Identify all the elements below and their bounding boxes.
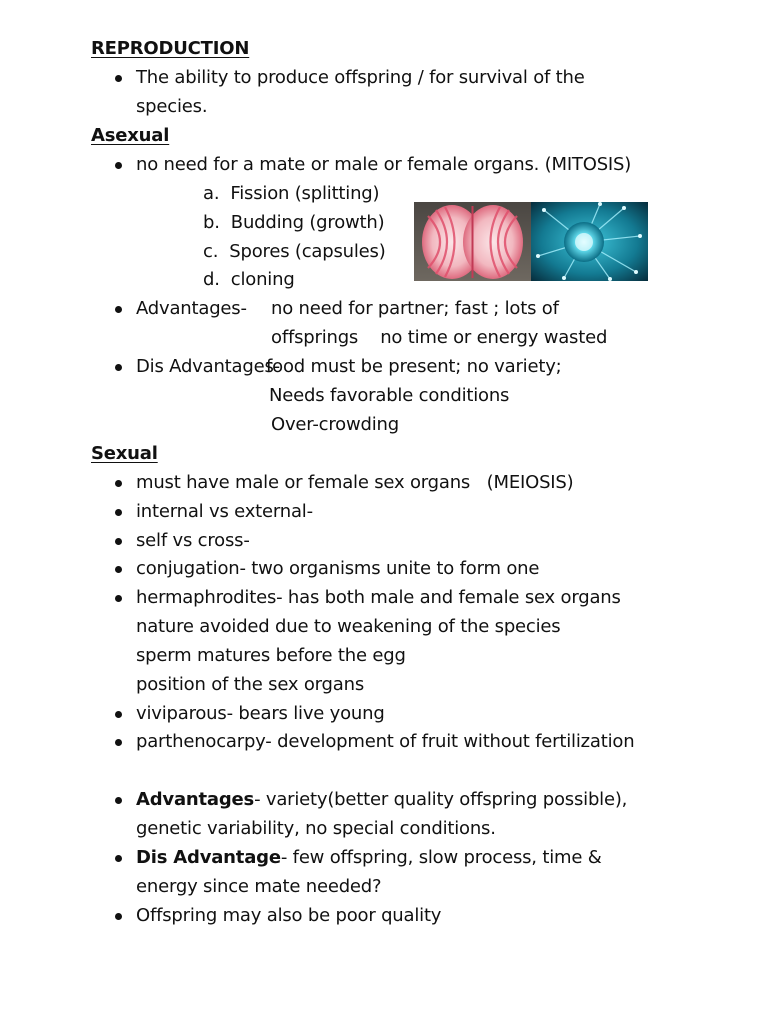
hermaphrodites-line-3: sperm matures before the egg — [136, 645, 406, 666]
asexual-disadvantages-line-3: Over-crowding — [271, 414, 399, 435]
page-title: REPRODUCTION — [91, 38, 250, 59]
asexual-disadvantages-label: Dis Advantages- — [136, 356, 280, 377]
sexual-point-self-cross: self vs cross- — [136, 530, 250, 551]
sexual-advantages-text: - variety(better quality offspring possible), — [254, 789, 628, 810]
bullet — [115, 595, 122, 602]
sexual-point-parthenocarpy: parthenocarpy- development of fruit without fertilization — [136, 731, 635, 752]
hermaphrodites-line-4: position of the sex organs — [136, 674, 365, 695]
sexual-disadvantage-text: - few offspring, slow process, time & — [280, 847, 602, 868]
intro-line-2: species. — [136, 96, 208, 117]
bullet — [115, 306, 122, 313]
bullet — [115, 509, 122, 516]
bullet — [115, 75, 122, 82]
bullet — [115, 538, 122, 545]
sexual-advantages-line-2: genetic variability, no special conditions. — [136, 818, 496, 839]
sexual-disadvantage — [136, 847, 602, 869]
asexual-type-cloning: d. cloning — [203, 269, 295, 290]
asexual-disadvantages-line-2: Needs favorable conditions — [269, 385, 510, 406]
sexual-advantages — [136, 789, 627, 811]
asexual-heading: Asexual — [91, 125, 170, 146]
bullet — [115, 480, 122, 487]
asexual-type-fission: a. Fission (splitting) — [203, 183, 380, 204]
intro-line-1: The ability to produce offspring / for survival of the — [136, 67, 585, 88]
hermaphrodites-line-2: nature avoided due to weakening of the species — [136, 616, 561, 637]
sexual-point-meiosis: must have male or female sex organs (MEIOSIS) — [136, 472, 574, 493]
bullet — [115, 855, 122, 862]
bullet — [115, 913, 122, 920]
asexual-advantages-label: Advantages- — [136, 298, 247, 319]
sexual-advantages-label: Advantages — [136, 789, 255, 810]
asexual-point-mitosis: no need for a mate or male or female organs. (MITOSIS) — [136, 154, 632, 175]
bullet — [115, 797, 122, 804]
bullet — [115, 739, 122, 746]
sexual-disadvantage-line-2: energy since mate needed? — [136, 876, 382, 897]
sexual-point-poor-quality: Offspring may also be poor quality — [136, 905, 442, 926]
bullet — [115, 711, 122, 718]
bullet — [115, 162, 122, 169]
sexual-heading: Sexual — [91, 443, 158, 464]
asexual-disadvantages-line-1: food must be present; no variety; — [266, 356, 562, 377]
sexual-point-viviparous: viviparous- bears live young — [136, 703, 385, 724]
bullet — [115, 566, 122, 573]
cell-division-photo — [414, 202, 648, 281]
bullet — [115, 364, 122, 371]
asexual-advantages-line-2: offsprings no time or energy wasted — [271, 327, 608, 348]
asexual-type-budding: b. Budding (growth) — [203, 212, 385, 233]
reproduction-images — [414, 202, 648, 281]
asexual-type-spores: c. Spores (capsules) — [203, 241, 386, 262]
asexual-advantages-line-1: no need for partner; fast ; lots of — [271, 298, 559, 319]
sexual-point-conjugation: conjugation- two organisms unite to form one — [136, 558, 540, 579]
sexual-point-internal: internal vs external- — [136, 501, 313, 522]
sexual-point-hermaphrodites: hermaphrodites- has both male and female sex organs — [136, 587, 621, 608]
sexual-disadvantage-label: Dis Advantage — [136, 847, 281, 868]
